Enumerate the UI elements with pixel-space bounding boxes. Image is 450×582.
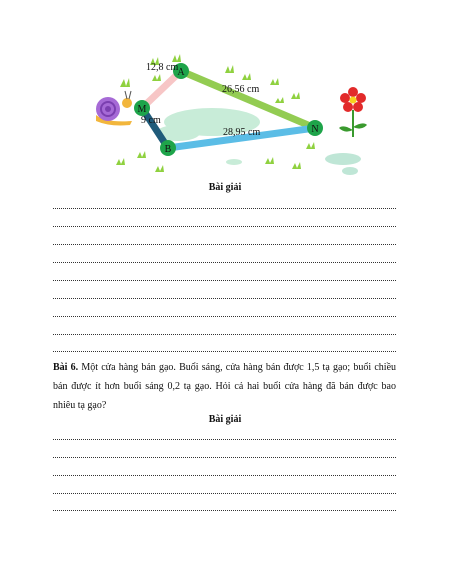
solution-heading-1: Bài giải bbox=[208, 182, 242, 193]
svg-text:N: N bbox=[311, 124, 319, 135]
geometry-figure bbox=[80, 45, 380, 185]
answer-line[interactable] bbox=[53, 334, 396, 335]
segment-am bbox=[142, 71, 181, 108]
pond-icon bbox=[156, 108, 361, 175]
answer-line[interactable] bbox=[53, 226, 396, 227]
point-b bbox=[160, 140, 176, 156]
answer-line[interactable] bbox=[53, 262, 396, 263]
point-m bbox=[134, 100, 150, 116]
svg-text:A: A bbox=[177, 67, 185, 78]
flower-icon bbox=[339, 87, 367, 137]
answer-line[interactable] bbox=[53, 351, 396, 352]
answer-line[interactable] bbox=[53, 510, 396, 511]
problem-6 bbox=[53, 358, 396, 415]
label-an: 26,56 cm bbox=[222, 84, 260, 95]
answer-line[interactable] bbox=[53, 439, 396, 440]
problem-6-text: Một cửa hàng bán gạo. Buổi sáng, cửa hàng bán được 1,5 tạ gạo; buổi chiều bán được ít hơn buổi sáng 0,2 tạ gạo. Hỏi cả hai buổi cửa hàng đã bán được bao nhiêu tạ gạo? bbox=[53, 362, 397, 411]
answer-line[interactable] bbox=[53, 280, 396, 281]
answer-line[interactable] bbox=[53, 493, 396, 494]
label-bn: 28,95 cm bbox=[223, 127, 261, 138]
label-am: 12,8 cm bbox=[146, 62, 179, 73]
answer-line[interactable] bbox=[53, 316, 396, 317]
solution-heading-2: Bài giải bbox=[208, 414, 242, 425]
label-mb: 9 cm bbox=[141, 115, 161, 126]
answer-line[interactable] bbox=[53, 457, 396, 458]
svg-text:B: B bbox=[164, 144, 172, 155]
answer-line[interactable] bbox=[53, 298, 396, 299]
problem-6-label: Bài 6. bbox=[53, 362, 79, 373]
point-n bbox=[307, 120, 323, 136]
answer-line[interactable] bbox=[53, 475, 396, 476]
svg-text:M: M bbox=[137, 104, 147, 115]
answer-line[interactable] bbox=[53, 244, 396, 245]
answer-line[interactable] bbox=[53, 208, 396, 209]
snail-icon bbox=[96, 91, 132, 126]
